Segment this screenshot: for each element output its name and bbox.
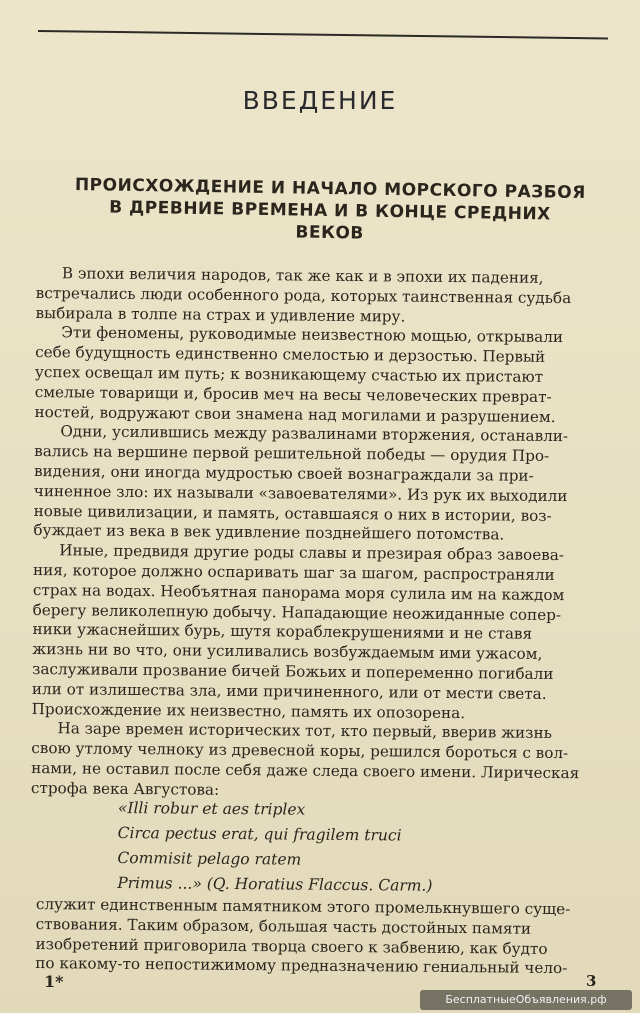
text-line: нами, не оставил после себя даже следа своего имени. Лирическая	[31, 758, 580, 783]
text-line: жизнь ни во что, они усиливались возбуждаемым ими ужасом,	[32, 640, 543, 664]
text-line: по какому-то непостижимому предназначению гениальный чело-	[35, 954, 568, 978]
text-line: строфа века Августова:	[30, 778, 220, 799]
text-line: буждает из века в век удивление позднейшего потомства.	[33, 521, 505, 544]
text-line: изобретений приговорила творца своего к забвению, как будто	[35, 934, 548, 958]
text-line: ствования. Таким образом, большая часть достойных памяти	[35, 914, 532, 938]
text-line: страх на водах. Необъятная панорама моря сулила им на каждом	[32, 580, 565, 604]
text-line: заслуживали прозвание бичей Божьих и попеременно погибали	[32, 659, 554, 683]
page-number: 3	[586, 972, 597, 990]
text-line: Происхождение их неизвестно, память их опозорена.	[31, 699, 466, 722]
watermark: БесплатныеОбъявления.рф	[420, 990, 632, 1010]
text-line: В эпохи величия народов, так же как и в эпохи их падения,	[61, 264, 544, 287]
verse-line: Primus ...» (Q. Horatius Flaccus. Carm.)	[117, 873, 433, 895]
latin-verse	[117, 796, 538, 900]
text-line: Эти феномены, руководимые неизвестною мощью, открывали	[61, 323, 564, 347]
text-line: На заре времен исторических тот, кто первый, вверив жизнь	[57, 719, 552, 743]
text-line: Одни, усилившись между развалинами вторжения, останавли-	[60, 422, 569, 446]
signature-mark: 1*	[44, 972, 64, 991]
text-line: свою утлому челноку из древесной коры, решился бороться с вол-	[31, 739, 569, 763]
text-line: вались на вершине первой решительной победы — орудия Про-	[34, 442, 550, 466]
text-line: смелые товарищи и, бросив меч на весы человеческих преврат-	[34, 382, 552, 406]
text-line: ностей, водружают свои знамена над могилами и разрушением.	[34, 402, 556, 426]
text-line: Иные, предвидя другие роды славы и презирая образ завоева-	[59, 541, 565, 565]
section-title	[60, 174, 601, 248]
section-title-line: ВЕКОВ	[295, 222, 364, 244]
text-line: видения, они иногда мудростью своей вознаграждали за при-	[33, 461, 534, 485]
section-title-line: ПРОИСХОЖДЕНИЕ И НАЧАЛО МОРСКОГО РАЗБОЯ	[74, 174, 586, 204]
section-title-line: В ДРЕВНИЕ ВРЕМЕНА И В КОНЦЕ СРЕДНИХ	[109, 197, 551, 225]
chapter-title: ВВЕДЕНИЕ	[242, 86, 398, 115]
verse-line: «Illi robur et aes triplex	[117, 798, 306, 819]
text-line: берегу великолепную добычу. Нападающие неожиданные сопер-	[32, 600, 562, 624]
text-line: чиненное зло: их называли «завоевателями». Из рук их выходили	[33, 481, 568, 505]
text-line: выбирала в толпе на страх и удивление миру.	[35, 303, 406, 326]
top-rule	[38, 30, 608, 39]
text-line: новые цивилизации, и память, оставшаяся о них в истории, воз-	[33, 501, 552, 525]
verse-line: Commisit pelago ratem	[117, 848, 302, 869]
body-text	[31, 264, 600, 804]
text-line: встречались люди особенного рода, которых таинственная судьба	[35, 283, 572, 307]
text-line: ники ужаснейших бурь, шутя кораблекрушениями и не ставя	[32, 620, 533, 644]
verse-line: Circa pectus erat, qui fragilem truci	[117, 823, 402, 845]
text-line: успех освещал им путь; к возникающему счастью их пристают	[34, 362, 544, 386]
text-line: ния, которое должно оспаривать шаг за шагом, распространяли	[32, 560, 555, 584]
body-text-continued	[35, 895, 600, 980]
text-line: себе будущность единственно смелостью и дерзостью. Первый	[35, 343, 546, 367]
text-line: служит единственным памятником этого промелькнувшего суще-	[35, 895, 571, 919]
text-line: или от излишества зла, ими причиненного, или от мести света.	[31, 679, 547, 703]
